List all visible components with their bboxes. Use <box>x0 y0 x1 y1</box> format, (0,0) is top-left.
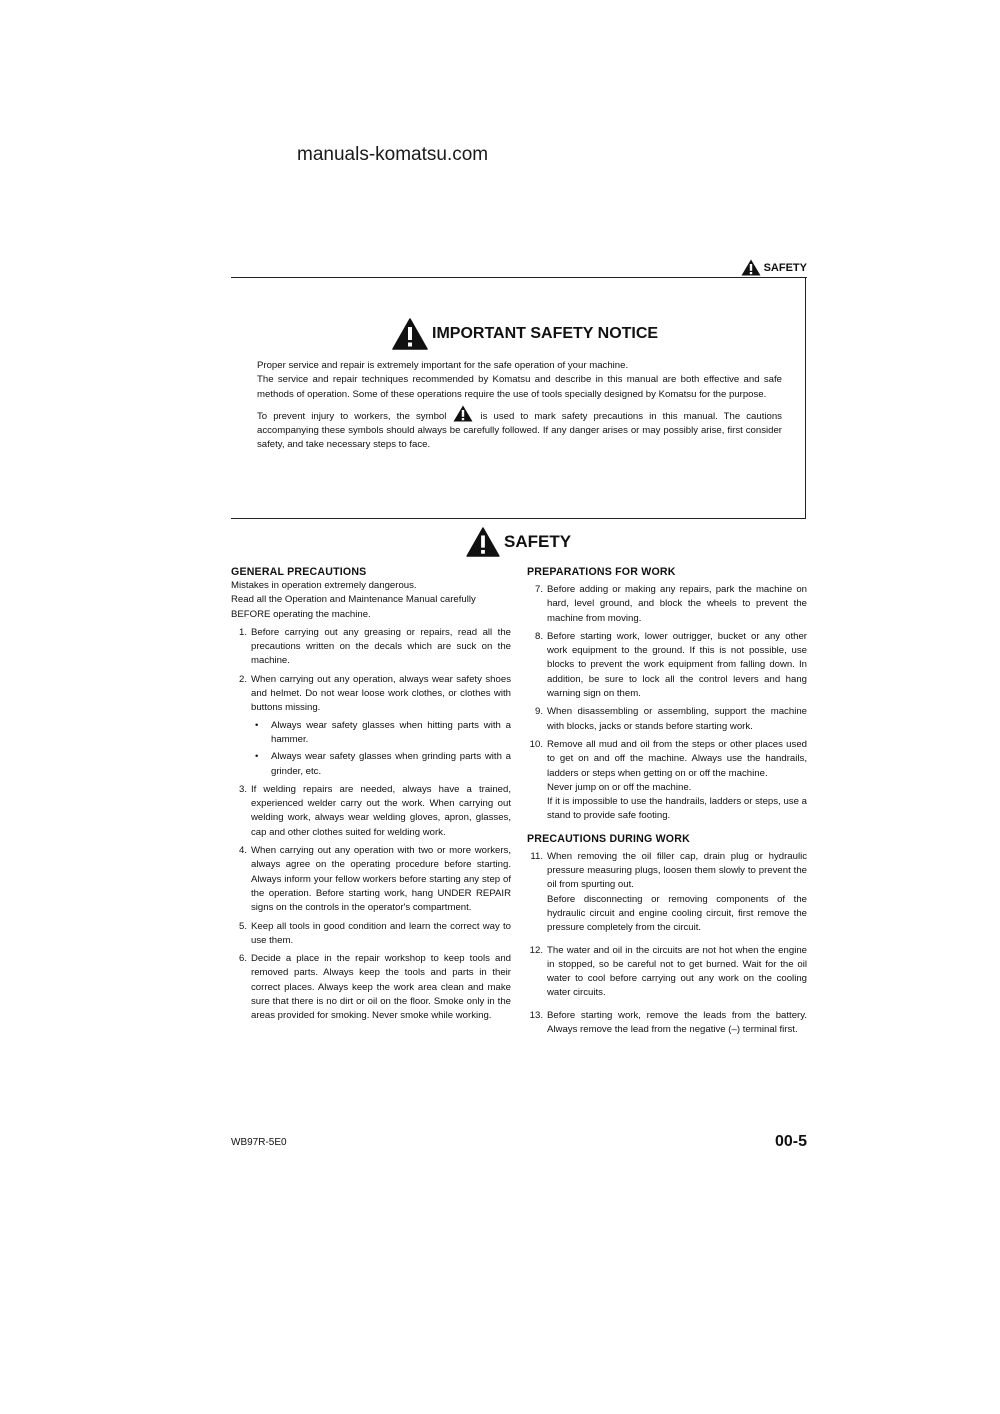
item-number: 6. <box>238 953 247 965</box>
item-text: Keep all tools in good condition and learn the correct way to use them. <box>251 920 511 946</box>
notice-paragraph <box>257 405 782 453</box>
item-text: Remove all mud and oil from the steps or other places used to get on and off the machine. Always use the handrails, ladders or steps when getting on or off the machine. <box>547 738 807 779</box>
item-number: 4. <box>238 845 247 857</box>
item-text: When carrying out any operation, always wear safety shoes and helmet. Do not wear loose work clothes, or clothes with buttons missing. <box>251 673 511 714</box>
item-number: 5. <box>238 920 247 932</box>
list-item <box>231 952 511 1023</box>
item-extra-text: Never jump on or off the machine. <box>547 781 692 793</box>
item-number: 2. <box>238 673 247 685</box>
item-text: When disassembling or assembling, support the machine with blocks, jacks or stands before starting work. <box>547 706 807 732</box>
list-item <box>527 850 807 936</box>
sub-item-text: Always wear safety glasses when grinding parts with a grinder, etc. <box>271 751 511 777</box>
item-text: Before starting work, remove the leads from the battery. Always remove the lead from the negative (–) terminal first. <box>547 1009 807 1036</box>
notice-body <box>257 359 782 456</box>
list-item <box>527 1009 807 1038</box>
item-number: 3. <box>238 783 247 795</box>
item-number: 1. <box>238 626 247 638</box>
item-text: If welding repairs are needed, always have a trained, experienced welder carry out the work. When carrying out welding work, always wear welding gloves, apron, glasses, cap and other clothes suited for welding work. <box>251 783 511 838</box>
right-column <box>527 565 807 1041</box>
sub-list-item <box>251 750 511 779</box>
item-number: 11. <box>530 850 543 862</box>
warning-triangle-icon <box>466 527 500 557</box>
notice-line-1: Proper service and repair is extremely important for the safe operation of your machine. <box>257 360 629 371</box>
sub-item-text: Always wear safety glasses when hitting parts with a hammer. <box>271 719 511 745</box>
running-header <box>741 259 807 276</box>
list-item <box>231 783 511 840</box>
item-number: 7. <box>534 584 543 595</box>
notice-title <box>392 318 658 350</box>
left-column <box>231 565 511 1028</box>
bullet-icon: • <box>255 719 259 731</box>
item-text: When carrying out any operation with two or more workers, always agree on the operating procedure before starting. Always inform your fellow workers before starting any step of the operation. Before starting work, hang UNDER REPAIR signs on the controls in the operator's compartment. <box>251 845 511 914</box>
notice-symbol-after: is used to mark safety precautions in this manual. The cautions accompanying these symbols should always be carefully followed. If any danger arises or may possibly arise, first consider safety, and take necessary steps to face. <box>257 410 782 451</box>
sub-list <box>251 719 511 779</box>
list-item <box>527 738 807 824</box>
item-text: When removing the oil filler cap, drain plug or hydraulic pressure measuring plugs, loosen them slowly to prevent the oil from spurting out. <box>547 850 807 891</box>
list-item <box>231 920 511 949</box>
general-intro-2: Read all the Operation and Maintenance Manual carefully BEFORE operating the machine. <box>231 594 476 620</box>
list-item <box>527 944 807 1001</box>
item-text: The water and oil in the circuits are not hot when the engine in stopped, so be careful not to get burned. Wait for the oil water to cool before carrying out any work on the cooling water circuits. <box>547 944 807 999</box>
notice-title-text: IMPORTANT SAFETY NOTICE <box>432 325 659 342</box>
item-number: 10. <box>529 738 543 750</box>
list-item <box>527 630 807 701</box>
sub-list-item <box>251 719 511 748</box>
safety-title-text: SAFETY <box>504 532 572 551</box>
list-item <box>231 844 511 915</box>
item-number: 9. <box>534 706 543 718</box>
general-precautions-heading: GENERAL PRECAUTIONS <box>231 566 367 578</box>
list-item <box>527 705 807 734</box>
item-text: Before adding or making any repairs, park the machine on hard, level ground, and block the wheels to prevent the machine from moving. <box>547 584 807 624</box>
item-extra-text: If it is impossible to use the handrails, ladders or steps, use a stand to provide safe footing. <box>547 796 807 822</box>
list-item <box>231 673 511 779</box>
list-item <box>231 626 511 669</box>
item-extra-text: Before disconnecting or removing components of the hydraulic circuit and engine cooling circuit, first remove the pressure completely from the circuit. <box>547 893 807 934</box>
item-text: Before starting work, lower outrigger, bucket or any other work equipment to the ground. If this is not possible, use blocks to prevent the work equipment from falling down. In addition, be sure to lock all the control levers and hang warning sign on them. <box>547 630 807 700</box>
watermark-text: manuals-komatsu.com <box>297 144 489 165</box>
item-text: Before carrying out any greasing or repairs, read all the precautions written on the decals which are suck on the machine. <box>251 626 511 667</box>
list-item <box>527 583 807 626</box>
during-work-list <box>527 850 807 1038</box>
warning-triangle-icon <box>453 405 473 422</box>
item-text: Decide a place in the repair workshop to keep tools and removed parts. Always keep the tools and parts in their correct places. Always keep the work area clean and make sure that there is no dirt or oil on the floor. Smoke only in the areas provided for smoking. Never smoke while working. <box>251 953 511 1022</box>
safety-title <box>466 527 571 557</box>
item-number: 13. <box>529 1009 543 1021</box>
preparations-list <box>527 583 807 824</box>
warning-triangle-icon <box>392 318 428 350</box>
item-number: 12. <box>529 944 543 956</box>
section-label: SAFETY <box>763 261 807 274</box>
warning-triangle-icon <box>741 259 761 276</box>
footer-page-number: 00-5 <box>774 1133 807 1150</box>
footer-model-code: WB97R-5E0 <box>231 1137 287 1148</box>
preparations-heading: PREPARATIONS FOR WORK <box>527 566 676 578</box>
general-intro-1: Mistakes in operation extremely dangerous. <box>231 580 417 591</box>
notice-symbol-before: To prevent injury to workers, the symbol <box>257 410 447 422</box>
bullet-icon: • <box>255 751 259 763</box>
general-list <box>231 626 511 1024</box>
notice-line-2: The service and repair techniques recommended by Komatsu and describe in this manual are both effective and safe methods of operation. Some of these operations require the use of tools specially designed by Komatsu for the purpose. <box>257 374 782 400</box>
during-work-heading: PRECAUTIONS DURING WORK <box>527 832 690 845</box>
notice-paragraph <box>257 359 782 402</box>
item-number: 8. <box>534 630 543 642</box>
